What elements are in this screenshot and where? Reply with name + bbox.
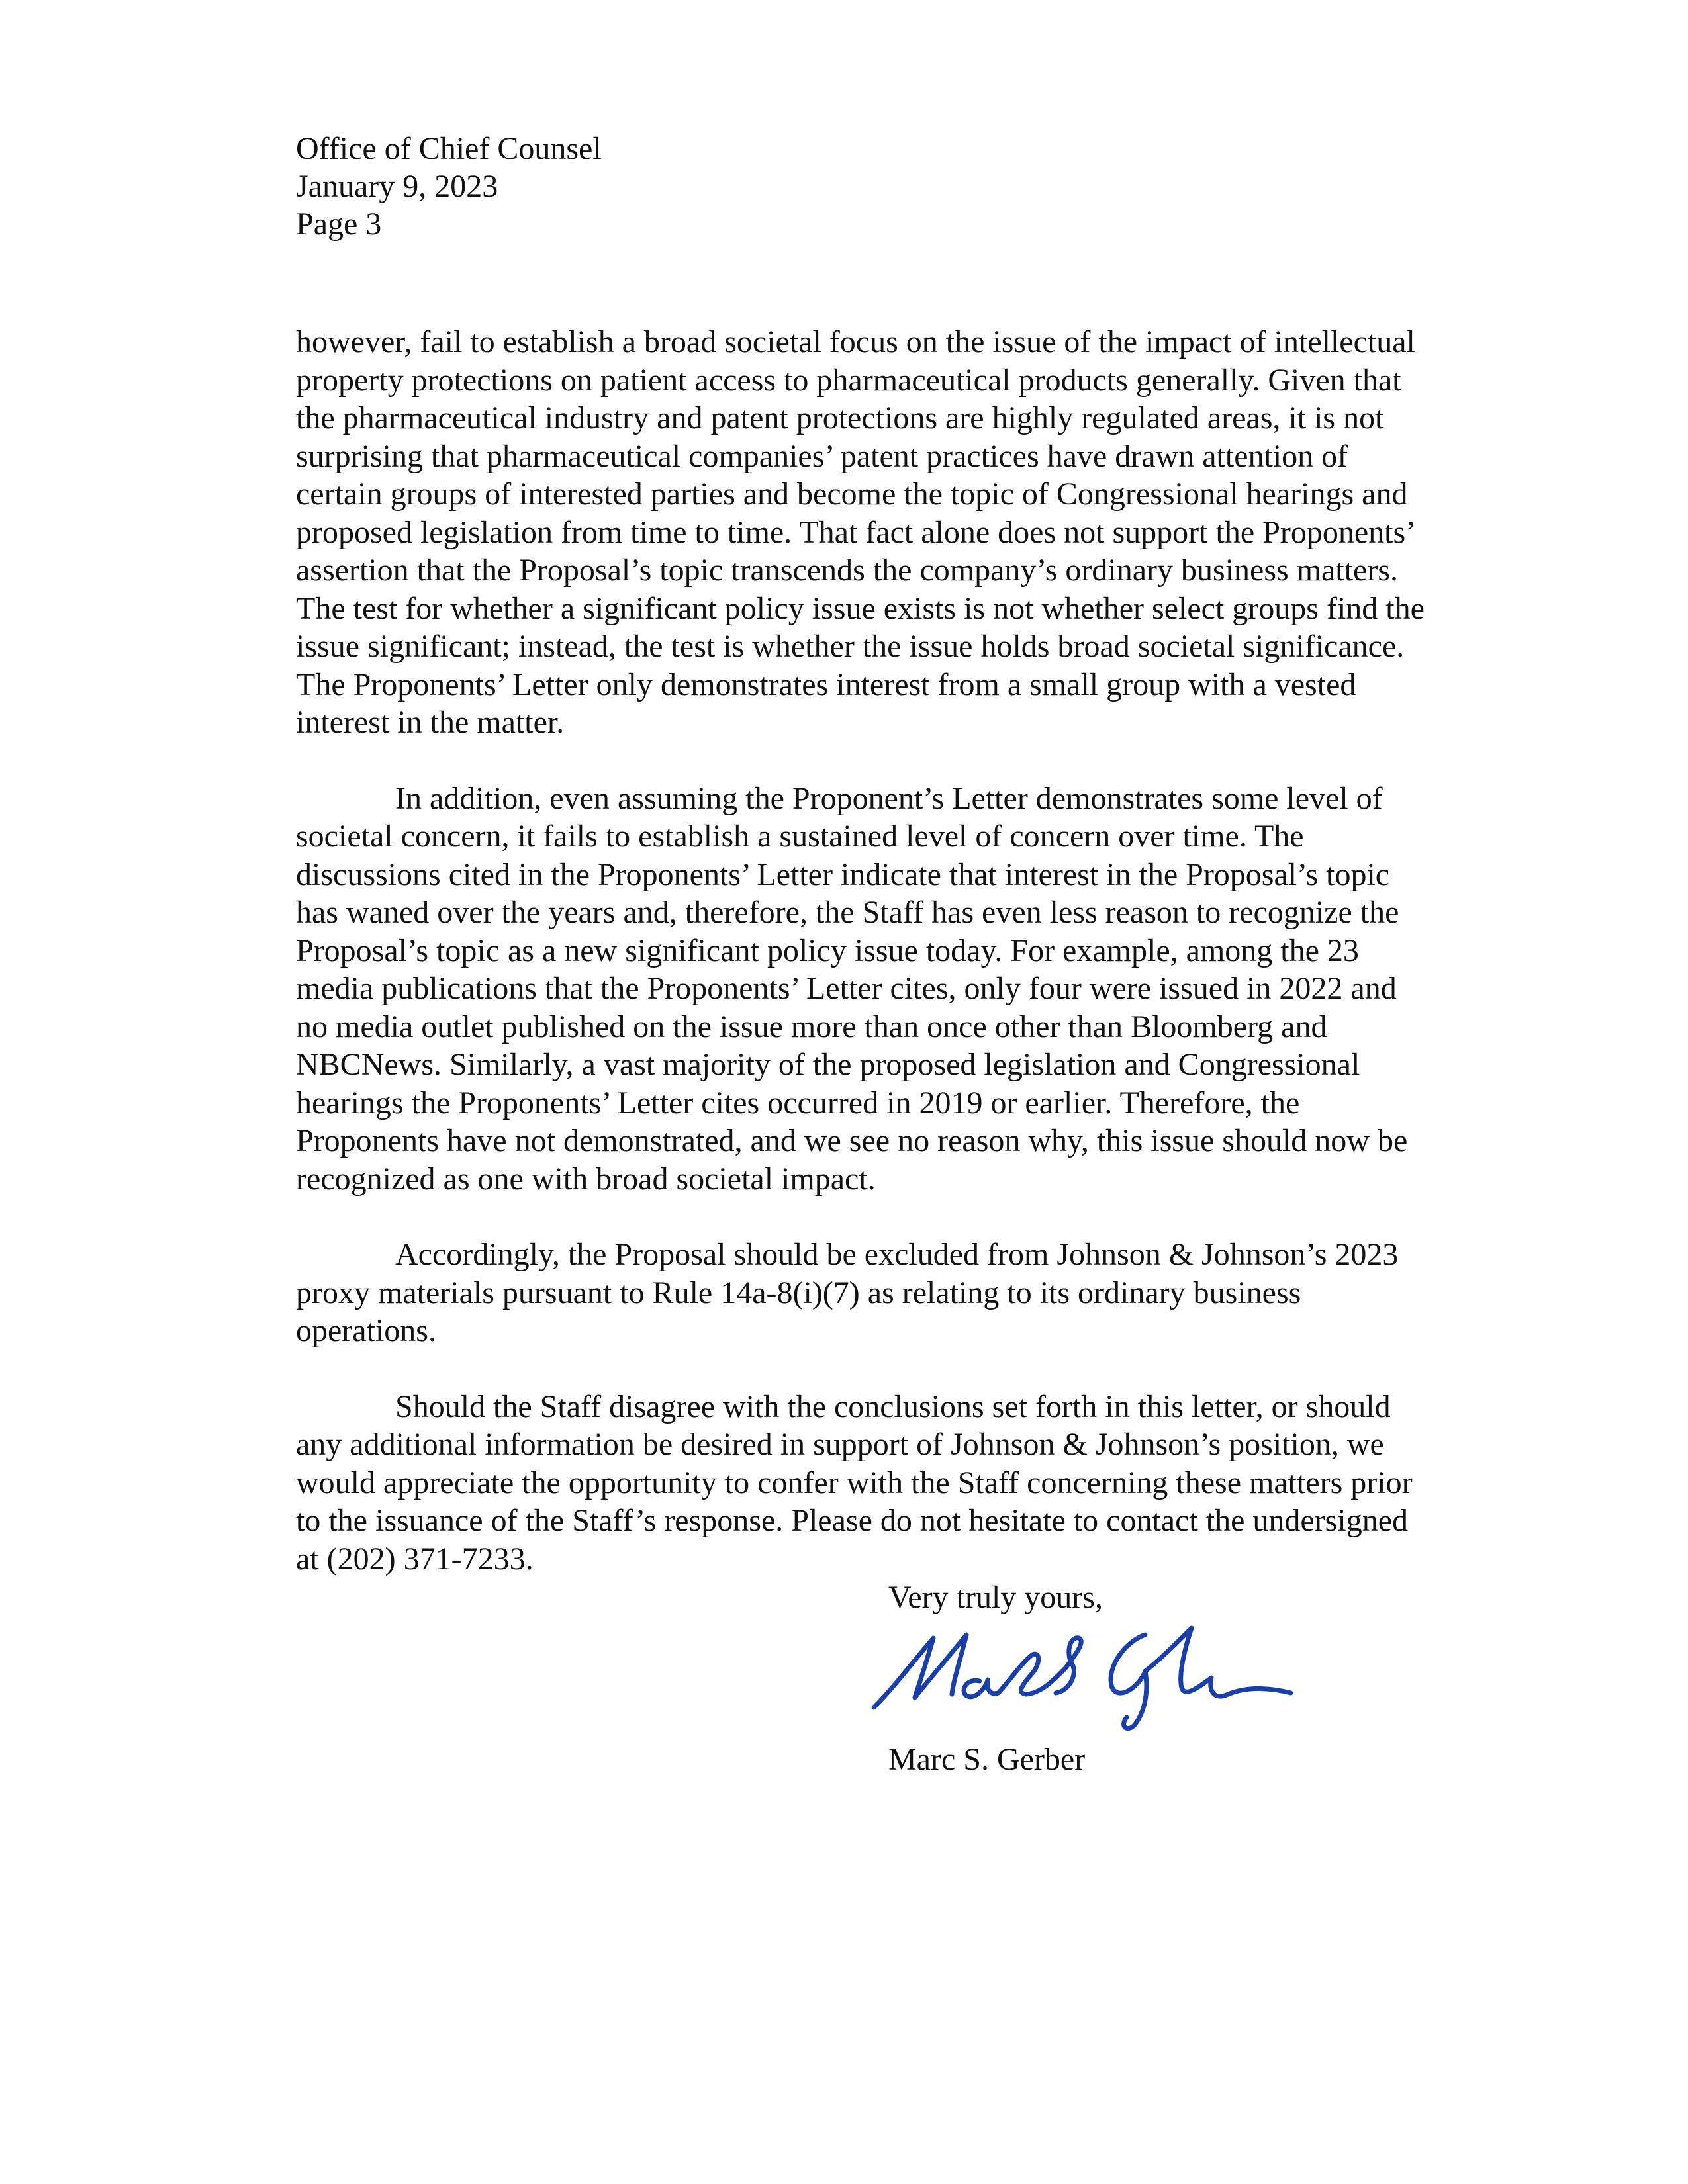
recipient-line: Office of Chief Counsel — [296, 131, 602, 166]
letter-header — [296, 130, 602, 243]
page-number: Page 3 — [296, 206, 382, 242]
date-line: January 9, 2023 — [296, 169, 498, 204]
valediction: Very truly yours, — [888, 1580, 1103, 1615]
paragraph-sustained-concern: In addition, even assuming the Proponent’s Letter demonstrates some level of societal concern, it fails to establish a sustained level of concern over time. The discussions cited in the Proponents’ Letter indicate that interest in the Proposal’s topic has waned over the years and, therefore, the Staff has even less reason to recognize the Proposal’s topic as a new significant policy issue today. For example, among the 23 media publications that the Proponents’ Letter cites, only four were issued in 2022 and no media outlet published on the issue more than once other than Bloomberg and NBCNews. Similarly, a vast majority of the proposed legislation and Congressional hearings the Proponents’ Letter cites occurred in 2019 or earlier. Therefore, the Proponents have not demonstrated, and we see no reason why, this issue should now be recognized as one with broad societal impact. — [296, 780, 1408, 1197]
paragraph-contact: Should the Staff disagree with the conclusions set forth in this letter, or should any additional information be desired in support of Johnson & Johnson’s position, we would appreciate the opportunity to confer with the Staff concerning these matters prior to the issuance of the Staff’s response. Please do not hesitate to contact the undersigned at (202) 371-7233. — [296, 1388, 1413, 1576]
paragraph-continuation: however, fail to establish a broad societal focus on the issue of the impact of intellectual property protections on patient access to pharmaceutical products generally. Given that the pharmaceutical industry and patent protections are highly regulated areas, it is not surprising that pharmaceutical companies’ patent practices have drawn attention of certain groups of interested parties and become the topic of Congressional hearings and proposed legislation from time to time. That fact alone does not support the Proponents’ assertion that the Proposal’s topic transcends the company’s ordinary business matters. The test for whether a significant policy issue exists is not whether select groups find the issue significant; instead, the test is whether the issue holds broad societal significance. The Proponents’ Letter only demonstrates interest from a small group with a vested interest in the matter. — [296, 324, 1425, 740]
signer-name: Marc S. Gerber — [888, 1742, 1086, 1777]
letter-body — [296, 323, 1434, 1615]
handwritten-signature-icon — [867, 1615, 1304, 1747]
paragraph-conclusion: Accordingly, the Proposal should be excluded from Johnson & Johnson’s 2023 proxy materials pursuant to Rule 14a-8(i)(7) as relating to its ordinary business operations. — [296, 1237, 1399, 1348]
